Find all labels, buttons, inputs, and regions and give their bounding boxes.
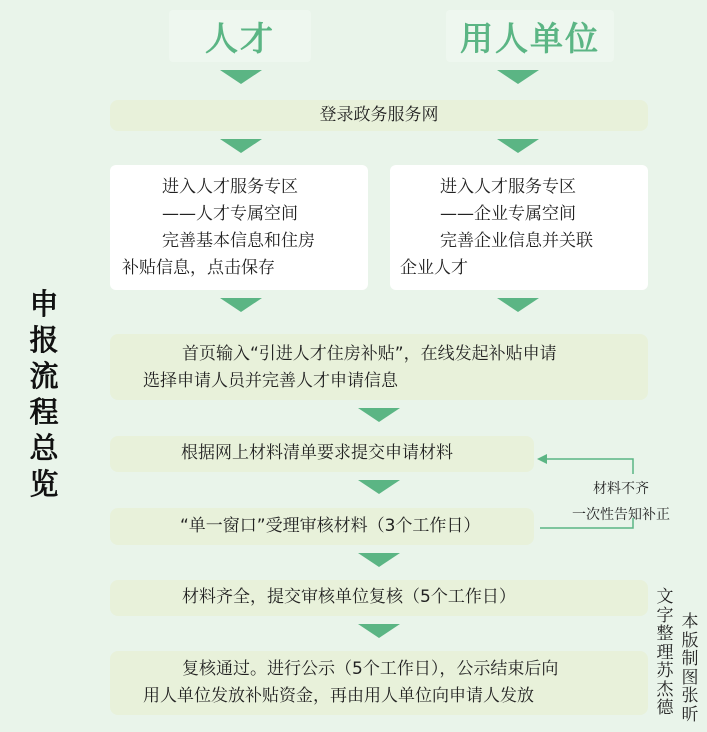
credit-char: 理 [656,642,674,663]
apply-line-1: 首页输入“引进人才住房补贴”，在线发起补贴申请 [182,344,557,364]
single-window-label: “单一窗口”受理审核材料（3个工作日） [180,516,481,536]
credit-char: 张 [681,686,699,706]
step-recheck [110,580,648,616]
header-employer: 用人单位 [446,10,614,62]
credit-char: 文 [656,587,674,607]
credit-text-editor [654,588,676,718]
return-note-line-2: 一次性告知补正 [572,507,670,523]
talent-line-4: 补贴信息，点击保存 [122,258,275,278]
step-login-label: 登录政务服务网 [319,105,439,125]
return-note-line-1: 材料不齐 [593,481,649,497]
credit-char: 字 [656,605,674,626]
step-publicity [110,651,648,715]
credit-char: 整 [656,624,674,644]
credit-char: 昕 [681,704,699,725]
credit-char: 苏 [656,661,674,681]
credit-char: 制 [681,649,699,669]
publicity-line-2: 用人单位发放补贴资金，再由用人单位向申请人发放 [143,686,534,706]
credit-graphics [679,613,701,724]
credit-char: 杰 [656,679,674,700]
credit-char: 版 [681,630,699,651]
side-title-char: 流 [29,359,59,393]
side-title-char: 程 [29,395,59,429]
credit-char: 德 [656,698,674,718]
side-title-char: 览 [29,467,59,501]
recheck-label: 材料齐全，提交审核单位复核（5个工作日） [182,587,516,607]
side-title-char: 报 [29,323,59,357]
company-line-4: 企业人才 [400,258,468,278]
side-title-char: 申 [29,287,59,321]
company-line-2: ——企业专属空间 [440,204,576,224]
credit-char: 本 [681,612,699,632]
submit-materials-label: 根据网上材料清单要求提交申请材料 [181,443,453,463]
apply-line-2: 选择申请人员并完善人才申请信息 [143,371,398,391]
company-line-3: 完善企业信息并关联 [440,231,593,251]
talent-line-2: ——人才专属空间 [162,204,298,224]
talent-line-3: 完善基本信息和住房 [162,231,315,251]
return-note [559,476,683,528]
publicity-line-1: 复核通过。进行公示（5个工作日），公示结束后向 [182,659,559,679]
down-arrow-icon [358,553,400,567]
side-title-char: 总 [29,431,59,465]
credit-char: 图 [681,667,699,688]
company-line-1: 进入人才服务专区 [440,177,576,197]
return-arrowhead [537,454,547,464]
header-talent: 人才 [169,10,311,62]
talent-line-1: 进入人才服务专区 [162,177,298,197]
down-arrow-icon [358,624,400,638]
